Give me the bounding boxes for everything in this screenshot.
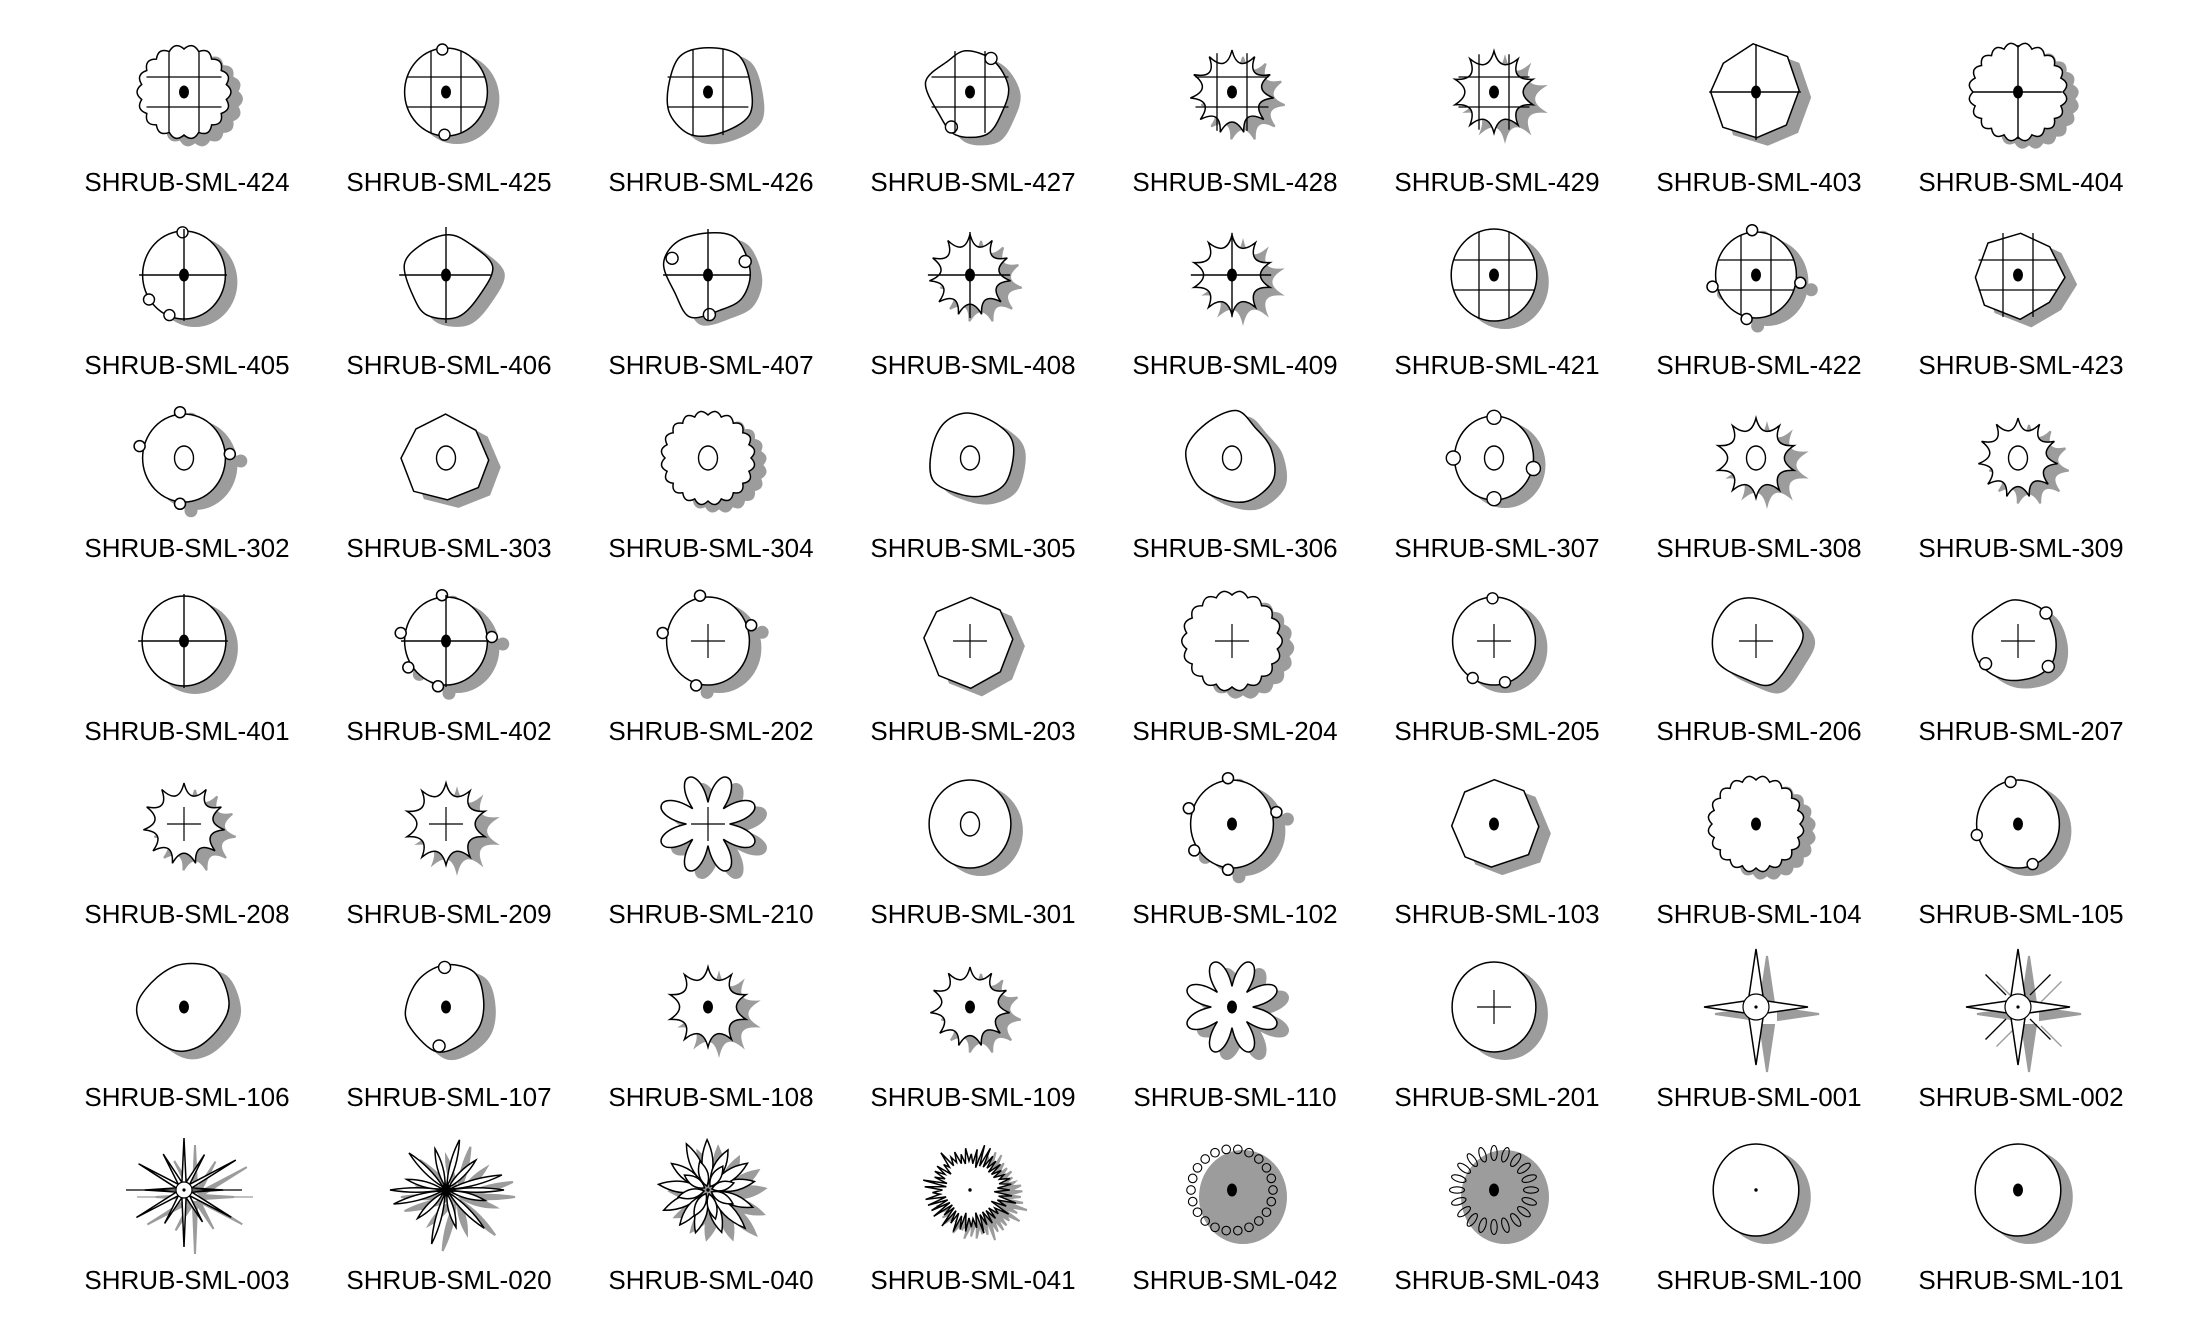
symbol-cell[interactable] bbox=[842, 1128, 1104, 1311]
shrub-symbol-drawing bbox=[1946, 213, 2096, 347]
symbol-cell[interactable] bbox=[56, 1128, 318, 1311]
shrub-symbol-drawing bbox=[1684, 396, 1834, 530]
symbol-label: SHRUB-SML-421 bbox=[1394, 350, 1600, 380]
shrub-symbol-drawing bbox=[636, 762, 786, 896]
symbol-cell[interactable] bbox=[1104, 579, 1366, 762]
symbol-label: SHRUB-SML-406 bbox=[346, 350, 552, 380]
symbol-cell[interactable] bbox=[580, 1128, 842, 1311]
symbol-cell[interactable] bbox=[1628, 762, 1890, 945]
shrub-symbol-drawing bbox=[1160, 1128, 1310, 1262]
shrub-symbol-drawing bbox=[1946, 762, 2096, 896]
symbol-label: SHRUB-SML-409 bbox=[1132, 350, 1338, 380]
symbol-cell[interactable] bbox=[580, 30, 842, 213]
symbol-label: SHRUB-SML-426 bbox=[608, 167, 814, 197]
symbol-label: SHRUB-SML-424 bbox=[84, 167, 290, 197]
symbol-cell[interactable] bbox=[56, 30, 318, 213]
shrub-symbol-drawing bbox=[1946, 396, 2096, 530]
symbol-label: SHRUB-SML-403 bbox=[1656, 167, 1862, 197]
shrub-symbol-drawing bbox=[1684, 945, 1834, 1079]
symbol-cell[interactable] bbox=[1890, 945, 2152, 1128]
symbol-label: SHRUB-SML-303 bbox=[346, 533, 552, 563]
symbol-cell[interactable] bbox=[1104, 213, 1366, 396]
symbol-cell[interactable] bbox=[1104, 1128, 1366, 1311]
symbol-label: SHRUB-SML-301 bbox=[870, 899, 1076, 929]
shrub-symbol-drawing bbox=[1160, 945, 1310, 1079]
symbol-label: SHRUB-SML-020 bbox=[346, 1265, 552, 1295]
symbol-cell[interactable] bbox=[1628, 945, 1890, 1128]
symbol-label: SHRUB-SML-202 bbox=[608, 716, 814, 746]
shrub-symbol-drawing bbox=[1422, 762, 1572, 896]
shrub-symbol-drawing bbox=[112, 1128, 262, 1262]
shrub-symbol-drawing bbox=[1684, 213, 1834, 347]
symbol-label: SHRUB-SML-043 bbox=[1394, 1265, 1600, 1295]
symbol-label: SHRUB-SML-106 bbox=[84, 1082, 290, 1112]
symbol-label: SHRUB-SML-100 bbox=[1656, 1265, 1862, 1295]
symbol-cell[interactable] bbox=[1890, 30, 2152, 213]
symbol-cell[interactable] bbox=[56, 213, 318, 396]
symbol-label: SHRUB-SML-104 bbox=[1656, 899, 1862, 929]
symbol-label: SHRUB-SML-040 bbox=[608, 1265, 814, 1295]
shrub-symbol-drawing bbox=[1684, 1128, 1834, 1262]
symbol-label: SHRUB-SML-003 bbox=[84, 1265, 290, 1295]
symbol-cell[interactable] bbox=[1890, 579, 2152, 762]
shrub-symbol-drawing bbox=[1160, 30, 1310, 164]
shrub-symbol-drawing bbox=[898, 1128, 1048, 1262]
shrub-symbol-drawing bbox=[898, 762, 1048, 896]
shrub-symbol-drawing bbox=[898, 945, 1048, 1079]
symbol-cell[interactable] bbox=[318, 945, 580, 1128]
shrub-symbol-drawing bbox=[374, 1128, 524, 1262]
symbol-cell[interactable] bbox=[56, 945, 318, 1128]
symbol-label: SHRUB-SML-308 bbox=[1656, 533, 1862, 563]
shrub-symbol-drawing bbox=[1946, 945, 2096, 1079]
symbol-label: SHRUB-SML-002 bbox=[1918, 1082, 2124, 1112]
symbol-cell[interactable] bbox=[842, 213, 1104, 396]
symbol-cell[interactable] bbox=[580, 213, 842, 396]
shrub-symbol-drawing bbox=[1422, 945, 1572, 1079]
symbol-cell[interactable] bbox=[1366, 1128, 1628, 1311]
symbol-cell[interactable] bbox=[56, 579, 318, 762]
shrub-symbol-drawing bbox=[898, 213, 1048, 347]
symbol-label: SHRUB-SML-001 bbox=[1656, 1082, 1862, 1112]
symbol-label: SHRUB-SML-306 bbox=[1132, 533, 1338, 563]
symbol-label: SHRUB-SML-107 bbox=[346, 1082, 552, 1112]
symbol-cell[interactable] bbox=[1366, 945, 1628, 1128]
symbol-label: SHRUB-SML-422 bbox=[1656, 350, 1862, 380]
shrub-symbol-drawing bbox=[1422, 396, 1572, 530]
symbol-cell[interactable] bbox=[1366, 396, 1628, 579]
symbol-label: SHRUB-SML-110 bbox=[1133, 1082, 1337, 1112]
symbol-label: SHRUB-SML-207 bbox=[1918, 716, 2124, 746]
shrub-symbol-drawing bbox=[898, 396, 1048, 530]
shrub-symbol-drawing bbox=[1422, 30, 1572, 164]
shrub-symbol-drawing bbox=[374, 30, 524, 164]
shrub-symbol-drawing bbox=[374, 579, 524, 713]
shrub-symbol-grid bbox=[56, 30, 2152, 1311]
symbol-label: SHRUB-SML-210 bbox=[608, 899, 814, 929]
symbol-cell[interactable] bbox=[1104, 396, 1366, 579]
symbol-label: SHRUB-SML-105 bbox=[1918, 899, 2124, 929]
symbol-cell[interactable] bbox=[56, 396, 318, 579]
shrub-symbol-drawing bbox=[1684, 579, 1834, 713]
symbol-cell[interactable] bbox=[842, 579, 1104, 762]
symbol-cell[interactable] bbox=[1890, 213, 2152, 396]
shrub-symbol-drawing bbox=[374, 396, 524, 530]
symbol-cell[interactable] bbox=[1366, 213, 1628, 396]
shrub-symbol-drawing bbox=[1946, 1128, 2096, 1262]
symbol-label: SHRUB-SML-103 bbox=[1394, 899, 1600, 929]
symbol-cell[interactable] bbox=[318, 1128, 580, 1311]
symbol-cell[interactable] bbox=[318, 213, 580, 396]
symbol-cell[interactable] bbox=[580, 945, 842, 1128]
shrub-symbol-drawing bbox=[636, 945, 786, 1079]
symbol-label: SHRUB-SML-304 bbox=[608, 533, 814, 563]
shrub-symbol-drawing bbox=[1684, 30, 1834, 164]
shrub-symbol-drawing bbox=[112, 579, 262, 713]
symbol-cell[interactable] bbox=[842, 945, 1104, 1128]
symbol-cell[interactable] bbox=[580, 762, 842, 945]
symbol-label: SHRUB-SML-302 bbox=[84, 533, 290, 563]
symbol-cell[interactable] bbox=[318, 30, 580, 213]
shrub-symbol-drawing bbox=[636, 396, 786, 530]
symbol-cell[interactable] bbox=[1890, 396, 2152, 579]
symbol-label: SHRUB-SML-041 bbox=[870, 1265, 1076, 1295]
symbol-cell[interactable] bbox=[1366, 762, 1628, 945]
shrub-symbol-drawing bbox=[112, 945, 262, 1079]
symbol-label: SHRUB-SML-402 bbox=[346, 716, 552, 746]
symbol-cell[interactable] bbox=[1628, 579, 1890, 762]
symbol-cell[interactable] bbox=[842, 30, 1104, 213]
shrub-symbol-drawing bbox=[1946, 30, 2096, 164]
symbol-label: SHRUB-SML-109 bbox=[870, 1082, 1076, 1112]
shrub-symbol-drawing bbox=[898, 30, 1048, 164]
shrub-symbol-drawing bbox=[374, 213, 524, 347]
symbol-cell[interactable] bbox=[318, 762, 580, 945]
shrub-symbol-drawing bbox=[1422, 213, 1572, 347]
symbol-label: SHRUB-SML-307 bbox=[1394, 533, 1600, 563]
symbol-label: SHRUB-SML-427 bbox=[870, 167, 1076, 197]
shrub-symbol-drawing bbox=[112, 30, 262, 164]
shrub-symbol-drawing bbox=[1684, 762, 1834, 896]
symbol-cell[interactable] bbox=[842, 396, 1104, 579]
shrub-symbol-drawing bbox=[1160, 579, 1310, 713]
symbol-label: SHRUB-SML-042 bbox=[1132, 1265, 1338, 1295]
symbol-cell[interactable] bbox=[318, 579, 580, 762]
symbol-cell[interactable] bbox=[1366, 579, 1628, 762]
shrub-symbol-drawing bbox=[1946, 579, 2096, 713]
symbol-cell[interactable] bbox=[1890, 762, 2152, 945]
symbol-cell[interactable] bbox=[1628, 1128, 1890, 1311]
symbol-cell[interactable] bbox=[1366, 30, 1628, 213]
symbol-label: SHRUB-SML-205 bbox=[1394, 716, 1600, 746]
shrub-symbol-drawing bbox=[1422, 579, 1572, 713]
symbol-cell[interactable] bbox=[1104, 30, 1366, 213]
shrub-symbol-drawing bbox=[898, 579, 1048, 713]
shrub-symbol-drawing bbox=[1422, 1128, 1572, 1262]
symbol-label: SHRUB-SML-423 bbox=[1918, 350, 2124, 380]
symbol-label: SHRUB-SML-407 bbox=[608, 350, 814, 380]
symbol-label: SHRUB-SML-101 bbox=[1918, 1265, 2124, 1295]
symbol-label: SHRUB-SML-408 bbox=[870, 350, 1076, 380]
shrub-symbol-drawing bbox=[112, 213, 262, 347]
shrub-symbol-drawing bbox=[636, 30, 786, 164]
symbol-label: SHRUB-SML-425 bbox=[346, 167, 552, 197]
symbol-cell[interactable] bbox=[1628, 396, 1890, 579]
symbol-label: SHRUB-SML-404 bbox=[1918, 167, 2124, 197]
symbol-cell[interactable] bbox=[1104, 762, 1366, 945]
symbol-label: SHRUB-SML-209 bbox=[346, 899, 552, 929]
symbol-label: SHRUB-SML-108 bbox=[608, 1082, 814, 1112]
symbol-label: SHRUB-SML-305 bbox=[870, 533, 1076, 563]
symbol-label: SHRUB-SML-208 bbox=[84, 899, 290, 929]
symbol-label: SHRUB-SML-429 bbox=[1394, 167, 1600, 197]
shrub-symbol-drawing bbox=[1160, 396, 1310, 530]
symbol-cell[interactable] bbox=[318, 396, 580, 579]
symbol-cell[interactable] bbox=[1890, 1128, 2152, 1311]
shrub-symbol-drawing bbox=[374, 945, 524, 1079]
symbol-cell[interactable] bbox=[842, 762, 1104, 945]
shrub-symbol-drawing bbox=[636, 579, 786, 713]
symbol-cell[interactable] bbox=[580, 396, 842, 579]
shrub-symbol-drawing bbox=[1160, 213, 1310, 347]
symbol-label: SHRUB-SML-203 bbox=[870, 716, 1076, 746]
symbol-label: SHRUB-SML-201 bbox=[1394, 1082, 1600, 1112]
symbol-label: SHRUB-SML-204 bbox=[1132, 716, 1338, 746]
symbol-label: SHRUB-SML-401 bbox=[84, 716, 290, 746]
symbol-label: SHRUB-SML-428 bbox=[1132, 167, 1338, 197]
symbol-cell[interactable] bbox=[56, 762, 318, 945]
symbol-label: SHRUB-SML-102 bbox=[1132, 899, 1338, 929]
shrub-symbol-drawing bbox=[636, 1128, 786, 1262]
symbol-cell[interactable] bbox=[1628, 213, 1890, 396]
shrub-symbol-drawing bbox=[112, 762, 262, 896]
shrub-symbol-drawing bbox=[374, 762, 524, 896]
shrub-symbol-drawing bbox=[112, 396, 262, 530]
shrub-symbol-drawing bbox=[1160, 762, 1310, 896]
symbol-label: SHRUB-SML-405 bbox=[84, 350, 290, 380]
shrub-symbol-drawing bbox=[636, 213, 786, 347]
symbol-label: SHRUB-SML-309 bbox=[1918, 533, 2124, 563]
symbol-cell[interactable] bbox=[1628, 30, 1890, 213]
symbol-cell[interactable] bbox=[1104, 945, 1366, 1128]
symbol-cell[interactable] bbox=[580, 579, 842, 762]
symbol-label: SHRUB-SML-206 bbox=[1656, 716, 1862, 746]
